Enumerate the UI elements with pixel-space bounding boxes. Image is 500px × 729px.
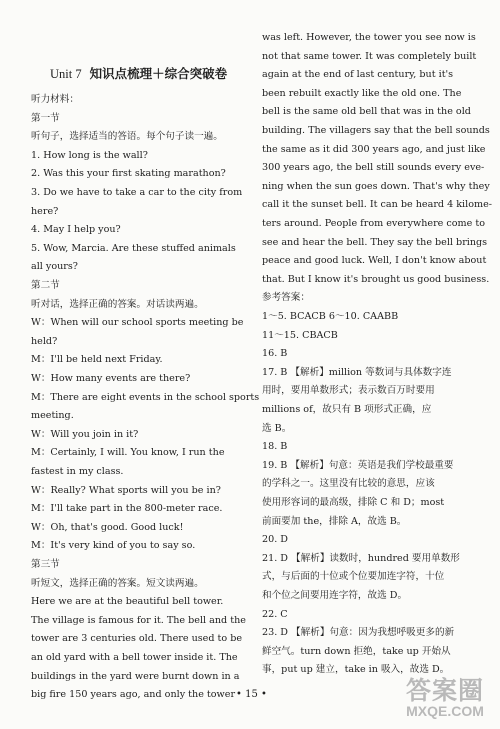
right-text-line: 18. B [262, 441, 288, 453]
left-text-line: W：When will our school sports meeting be [31, 317, 244, 329]
watermark-top: 答案圈 [405, 677, 484, 705]
left-text-line: all yours? [31, 261, 78, 273]
right-text-line: 21. D 【解析】读数时，hundred 要用单数形 [262, 552, 460, 564]
left-text-line: W：Really? What sports will you be in? [31, 484, 221, 496]
right-text-line: see and hear the bell. They say the bell brings [262, 236, 488, 248]
right-text-line: millions of，故只有 B 项形式正确，应 [262, 404, 432, 415]
left-text-line: 5. Wow, Marcia. Are these stuffed animals [31, 242, 236, 254]
right-text-line: 使用形容词的最高级，排除 C 和 D；most [262, 497, 445, 508]
left-text-line: The village is famous for it. The bell and the [31, 614, 246, 626]
left-text-line: 第一节 [31, 112, 60, 124]
left-text-line: M：It's very kind of you to say so. [31, 540, 196, 552]
right-text-line: 事，put up 建立，take in 吸入，故选 D。 [262, 664, 450, 676]
right-text-line: 和个位之间要用连字符，故选 D。 [262, 590, 408, 601]
left-text-line: 第三节 [31, 559, 60, 570]
left-text-line: 听句子，选择适当的答语。每个句子读一遍。 [31, 131, 223, 143]
right-text-line: 23. D 【解析】句意：因为我想呼吸更多的新 [262, 627, 455, 639]
right-text-line: bell is the same old bell that was in the old [262, 106, 471, 118]
right-text-line: ning when the sun goes down. That's why they [262, 180, 490, 192]
left-text-line: 听力材料： [31, 94, 79, 105]
left-text-line: Here we are at the beautiful bell tower. [31, 596, 224, 608]
left-text-line: 4. May I help you? [31, 224, 121, 236]
right-text-line: 19. B 【解析】句意：英语是我们学校最重要 [262, 459, 454, 471]
left-text-line: 第二节 [31, 280, 60, 291]
right-text-line: 16. B [262, 348, 288, 360]
right-text-line: 参考答案： [262, 292, 310, 304]
page-title [50, 64, 250, 82]
title-text: 知识点梳理＋综合突破卷 [89, 66, 228, 81]
left-text-line: meeting. [31, 410, 74, 422]
right-text-line: 22. C [262, 608, 288, 620]
left-text-line: fastest in my class. [31, 466, 124, 477]
right-text-line: 1～5. BCACB 6～10. CAABB [262, 311, 399, 322]
right-text-line: ters around. People from everywhere come to [262, 218, 486, 229]
left-text-line: 1. How long is the wall? [31, 149, 148, 161]
right-text-line: that. But I know it's brought us good business. [262, 273, 490, 285]
left-text-line: W：How many events are there? [31, 373, 191, 384]
left-text-line: M：Certainly, I will. You know, I run the [31, 447, 225, 459]
left-text-line: M：There are eight events in the school sports [31, 391, 260, 403]
right-text-line: 17. B 【解析】million 等数词与具体数字连 [262, 366, 452, 378]
right-text-line: 20. D [262, 534, 288, 546]
watermark-logo [406, 671, 484, 719]
left-text-line: here? [31, 205, 59, 217]
watermark-bottom: MXQE.COM [406, 703, 484, 719]
right-text-line: again at the end of last century, but it's [262, 69, 454, 81]
page-number: • 15 • [236, 689, 267, 700]
left-text-line: 2. Was this your first skating marathon? [31, 168, 226, 180]
left-text-line: W：Will you join in it? [31, 428, 139, 440]
right-text-line: building. The villagers say that the bell sounds [262, 125, 490, 136]
left-text-line: M：I'll take part in the 800-meter race. [31, 503, 223, 515]
right-text-line: 用时，要用单数形式；表示数百万时要用 [262, 385, 435, 397]
left-text-line: W：Oh, that's good. Good luck! [31, 521, 184, 533]
left-text-line: big fire 150 years ago, and only the tower [31, 689, 236, 701]
left-text-line: 听对话，选择正确的答案。对话读两遍。 [31, 298, 204, 310]
right-text-line: 选 B。 [262, 422, 292, 434]
left-text-line: buildings in the yard were burnt down in a [31, 670, 240, 682]
left-text-line: 3. Do we have to take a car to the city from [31, 187, 243, 198]
unit-label: Unit 7 [50, 67, 82, 81]
right-text-line: not that same tower. It was completely built [262, 50, 477, 62]
left-text-line: an old yard with a bell tower inside it. The [31, 652, 238, 663]
right-text-line: peace and good luck. Well, I don't know about [262, 255, 487, 267]
left-text-line: M：I'll be held next Friday. [31, 354, 163, 366]
right-text-line: been rebuilt exactly like the old one. The [262, 87, 462, 99]
right-text-line: the same as it did 300 years ago, and just like [262, 143, 486, 155]
left-text-line: tower are 3 centuries old. There used to be [31, 633, 243, 645]
right-text-line: 11～15. CBACB [262, 329, 338, 341]
right-text-line: 前面要加 the，排除 A，故选 B。 [262, 515, 407, 527]
left-text-line: held? [31, 335, 58, 347]
right-text-line: call it the sunset bell. It can be heard 4 kilome- [262, 199, 492, 211]
right-text-line: 鲜空气。turn down 拒绝，take up 开始从 [262, 645, 451, 657]
right-text-line: 式，与后面的十位或个位要加连字符，十位 [262, 571, 445, 583]
left-text-line: 听短文，选择正确的答案。短文读两遍。 [31, 577, 204, 589]
right-text-line: was left. However, the tower you see now is [262, 32, 476, 43]
right-text-line: 的学科之一。这里没有比较的意思，应该 [262, 478, 435, 490]
right-text-line: 300 years ago, the bell still sounds every eve- [262, 162, 485, 174]
